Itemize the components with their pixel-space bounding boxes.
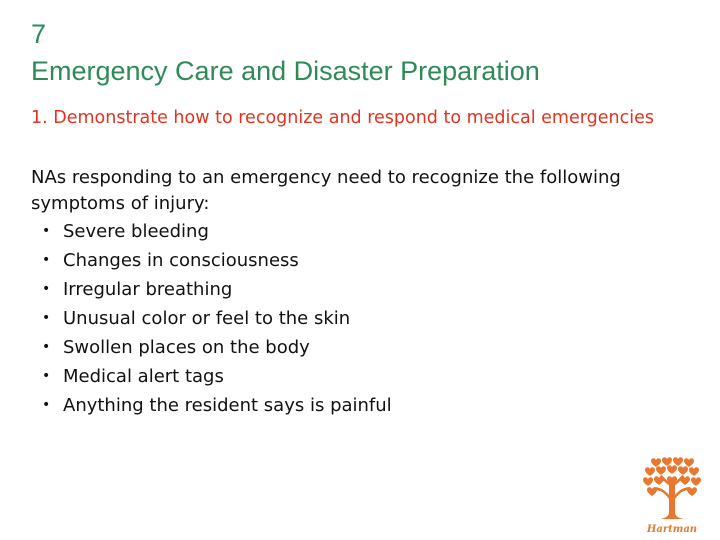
list-item-text: Unusual color or feel to the skin (63, 308, 351, 329)
list-item (31, 333, 701, 362)
bullet-icon: • (42, 223, 51, 239)
bullet-icon: • (42, 368, 51, 384)
list-item (31, 275, 701, 304)
list-item-text: Swollen places on the body (63, 337, 310, 358)
list-item (31, 391, 701, 420)
list-item (31, 246, 701, 275)
bullet-icon: • (42, 281, 51, 297)
chapter-title: Emergency Care and Disaster Preparation (31, 56, 540, 86)
list-item (31, 304, 701, 333)
chapter-number: 7 (31, 19, 47, 49)
bullet-icon: • (42, 310, 51, 326)
list-item-text: Severe bleeding (63, 221, 209, 242)
bullet-icon: • (42, 397, 51, 413)
list-item-text: Changes in consciousness (63, 250, 299, 271)
list-item-text: Medical alert tags (63, 366, 224, 387)
list-item (31, 362, 701, 391)
hartman-logo (640, 456, 704, 534)
list-item (31, 217, 701, 246)
bullet-icon: • (42, 339, 51, 355)
tree-of-hearts-icon (643, 457, 701, 519)
symptom-list (31, 217, 701, 420)
list-item-text: Irregular breathing (63, 279, 233, 300)
slide-body (31, 165, 701, 420)
intro-text: NAs responding to an emergency need to recognize the following symptoms of injury: (31, 167, 621, 214)
logo-wordmark: Hartman (646, 524, 698, 534)
list-item-text: Anything the resident says is painful (63, 395, 392, 416)
bullet-icon: • (42, 252, 51, 268)
learning-objective: 1. Demonstrate how to recognize and respond to medical emergencies (31, 108, 654, 128)
